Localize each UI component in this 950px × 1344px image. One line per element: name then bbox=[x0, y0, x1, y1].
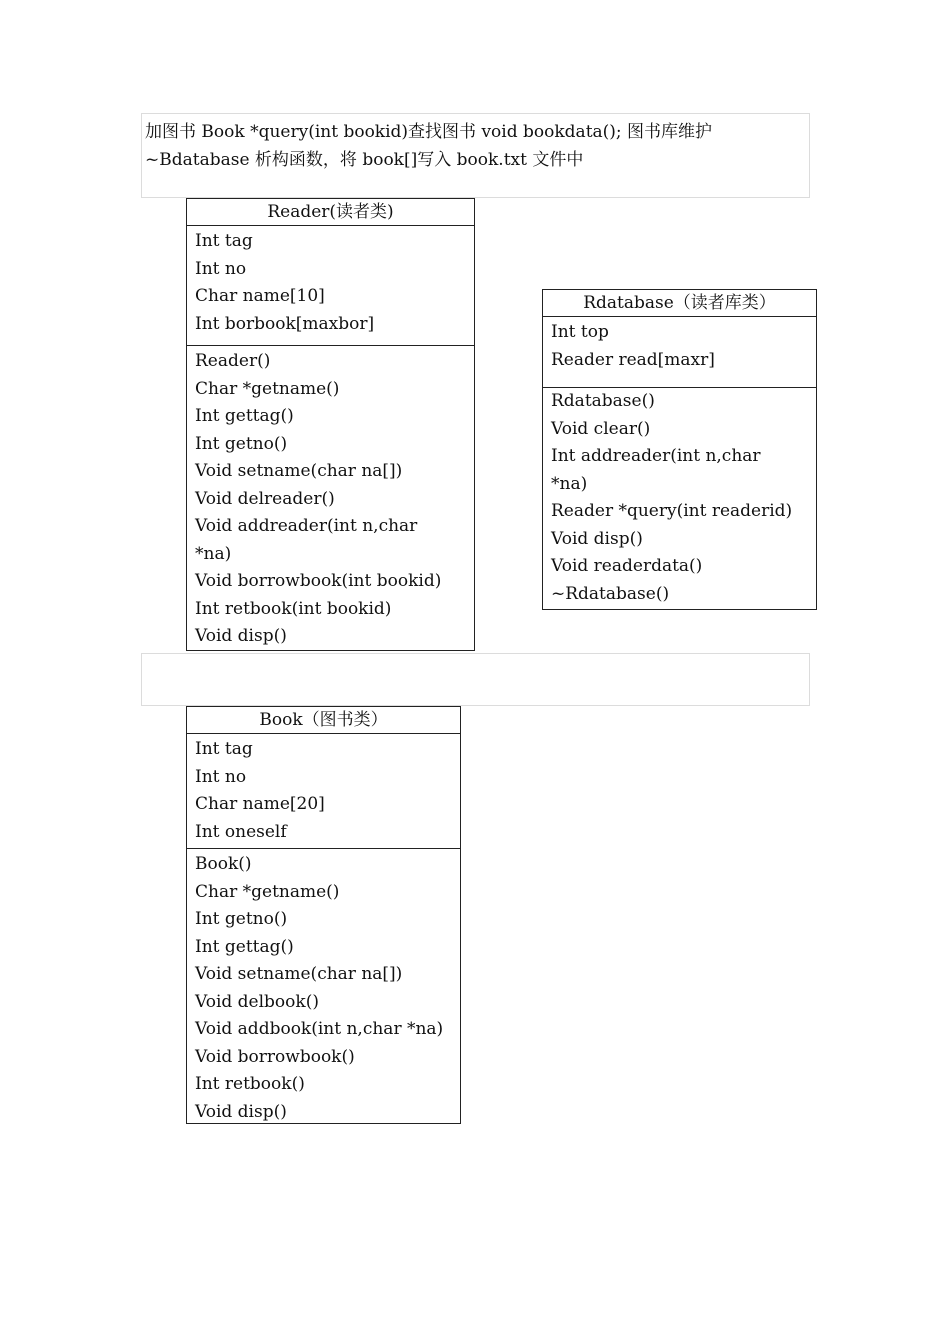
method-row: ~Rdatabase() bbox=[551, 583, 670, 604]
method-row: Void readerdata() bbox=[551, 556, 703, 576]
methods-section bbox=[187, 345, 474, 651]
attribute-row: Int borbook[maxbor] bbox=[195, 313, 375, 334]
attribute-row: Int no bbox=[195, 258, 247, 279]
frame-text-line: 加图书 Book *query(int bookid)查找图书 void bookdata(); 图书库维护 bbox=[145, 122, 713, 142]
method-row: Int getno() bbox=[195, 909, 288, 929]
methods-section bbox=[543, 387, 816, 608]
method-row: Void disp() bbox=[195, 626, 287, 646]
text-frame-top bbox=[141, 113, 810, 198]
attribute-row: Int oneself bbox=[195, 821, 287, 842]
method-row: Void disp() bbox=[195, 1101, 287, 1122]
method-row: Int retbook() bbox=[195, 1074, 305, 1094]
attributes-section bbox=[543, 317, 816, 387]
methods-section bbox=[187, 848, 460, 1126]
attribute-row: Reader read[maxr] bbox=[551, 349, 715, 370]
method-row: Rdatabase() bbox=[551, 391, 655, 411]
rdatabase-class-box bbox=[542, 289, 817, 610]
frame-text-line: ~Bdatabase 析构函数，将 book[]写入 book.txt 文件中 bbox=[145, 150, 584, 170]
method-row: Int getno() bbox=[195, 433, 288, 454]
attribute-row: Char name[10] bbox=[195, 286, 325, 306]
attribute-row: Char name[20] bbox=[195, 794, 325, 814]
method-row: Void delbook() bbox=[195, 991, 319, 1012]
method-row: Int addreader(int n,char bbox=[551, 446, 761, 466]
attribute-row: Int top bbox=[551, 322, 609, 342]
class-title: Book（图书类） bbox=[187, 707, 460, 734]
attribute-row: Int no bbox=[195, 766, 247, 787]
method-row: Void disp() bbox=[551, 528, 643, 549]
method-row: *na) bbox=[195, 543, 232, 564]
method-row: Book() bbox=[195, 854, 252, 874]
method-row: Reader *query(int readerid) bbox=[551, 501, 793, 521]
attributes-section bbox=[187, 226, 474, 345]
method-row: *na) bbox=[551, 473, 588, 494]
method-row: Void addreader(int n,char bbox=[195, 516, 418, 536]
method-row: Void setname(char na[]) bbox=[195, 461, 403, 481]
method-row: Void borrowbook(int bookid) bbox=[195, 571, 442, 591]
class-title: Rdatabase（读者库类） bbox=[543, 290, 816, 317]
method-row: Void addbook(int n,char *na) bbox=[195, 1019, 444, 1039]
attribute-row: Int tag bbox=[195, 739, 253, 759]
method-row: Void borrowbook() bbox=[195, 1046, 355, 1067]
attributes-section bbox=[187, 734, 460, 848]
method-row: Void delreader() bbox=[195, 488, 335, 509]
method-row: Char *getname() bbox=[195, 881, 340, 902]
text-frame-middle bbox=[141, 653, 810, 706]
attribute-row: Int tag bbox=[195, 231, 253, 251]
method-row: Void setname(char na[]) bbox=[195, 964, 403, 984]
method-row: Reader() bbox=[195, 351, 271, 371]
reader-class-box bbox=[186, 198, 475, 651]
method-row: Char *getname() bbox=[195, 378, 340, 399]
method-row: Void clear() bbox=[551, 418, 651, 439]
method-row: Int gettag() bbox=[195, 936, 294, 957]
method-row: Int gettag() bbox=[195, 406, 294, 426]
class-title: Reader(读者类) bbox=[187, 199, 474, 226]
method-row: Int retbook(int bookid) bbox=[195, 598, 392, 619]
book-class-box bbox=[186, 706, 461, 1124]
